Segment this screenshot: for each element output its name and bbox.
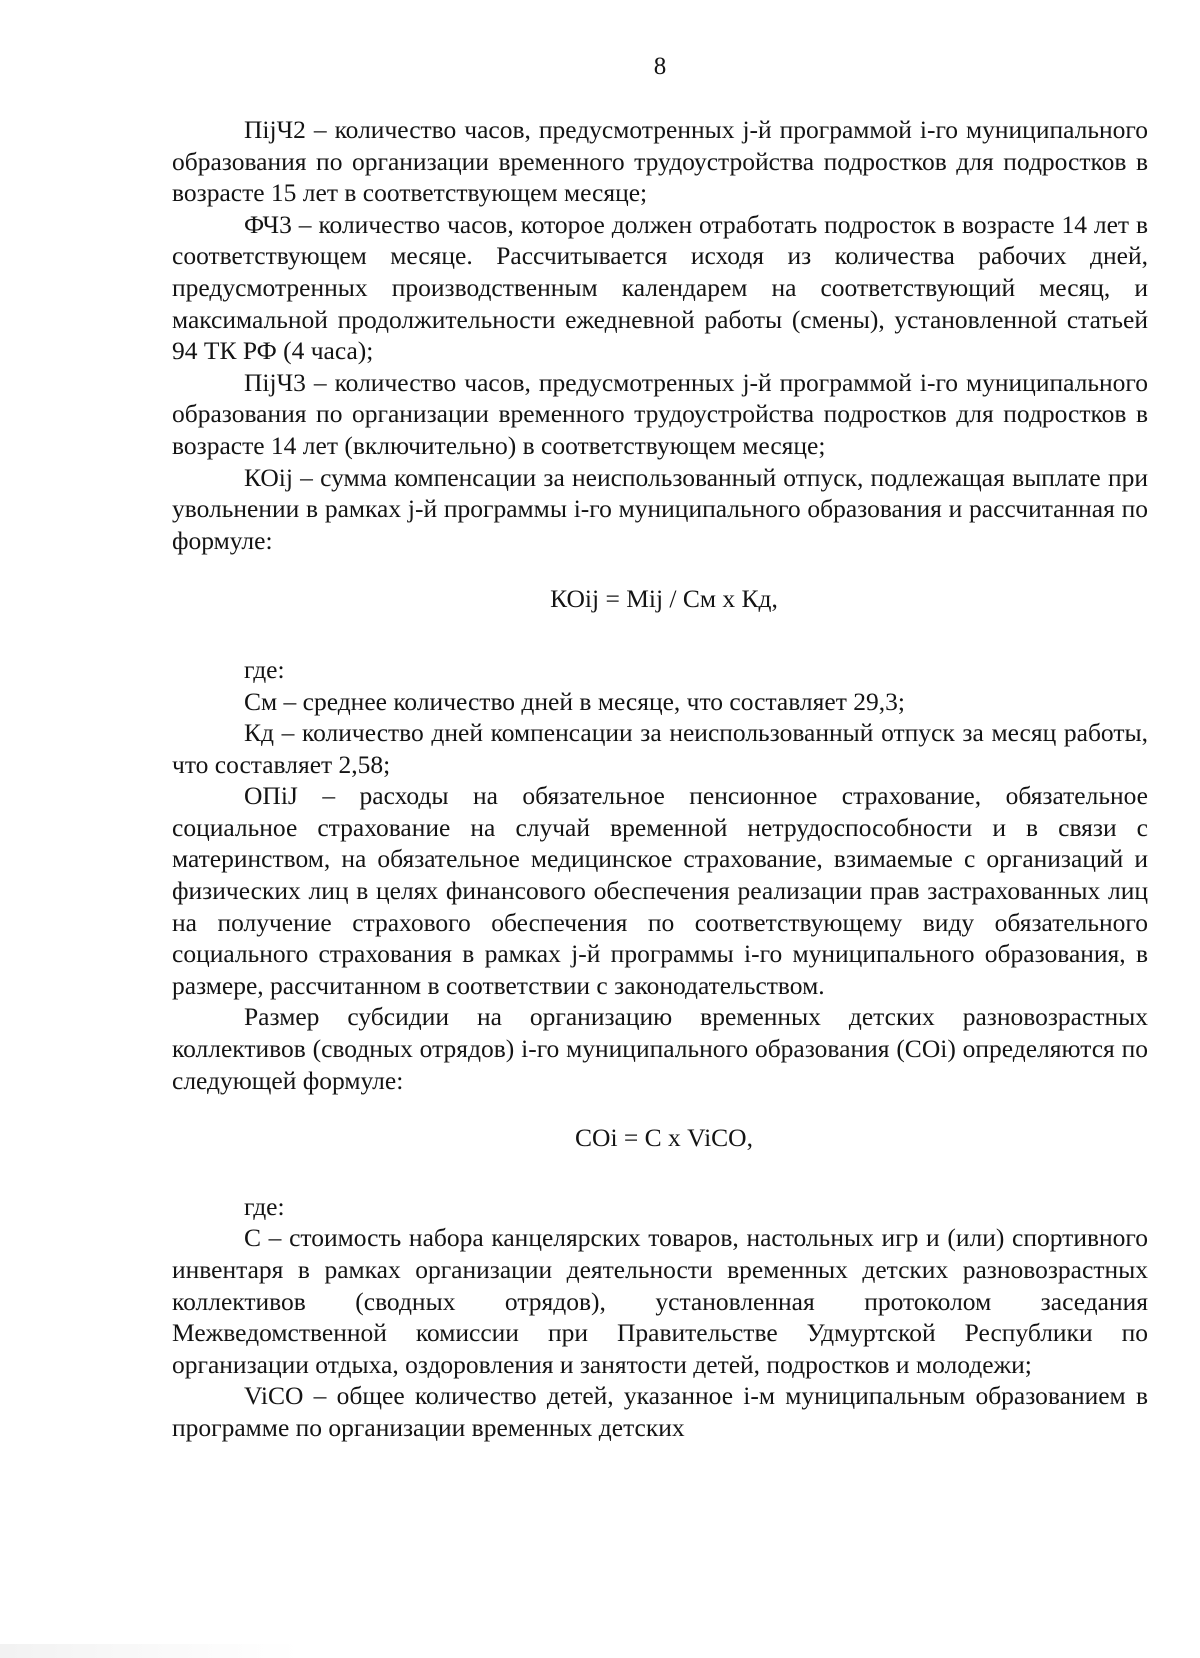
- definition-piјch3: – количество часов, предусмотренных j-й программой i-го муниципального образования по организации временного трудоустройства подростков для подростков в возрасте 14 лет (включительно) в соответствующем месяце;: [172, 367, 1148, 460]
- term-piјch3: ПiјЧ3: [244, 367, 306, 397]
- term-koiј: КОiј: [244, 462, 293, 492]
- paragraph-piјch2: [172, 114, 1148, 209]
- scan-artifact: [0, 1644, 300, 1658]
- paragraph-piјch3: [172, 367, 1148, 462]
- definition-fch3: – количество часов, которое должен отработать подросток в возрасте 14 лет в соответствующем месяце. Рассчитывается исходя из количества рабочих дней, предусмотренных производственным календарем на соответствующий месяц, и максимальной продолжительности ежедневной работы (смены), установленной статьей 94 ТК РФ (4 часа);: [172, 209, 1148, 366]
- formula-compensation: КОiј = Miј / См х Кд,: [550, 584, 778, 614]
- paragraph-fch3: [172, 209, 1148, 367]
- page-number: 8: [653, 53, 667, 80]
- definition-vico: ViCO – общее количество детей, указанное i-м муниципальным образованием в программе по организации временных детских: [172, 1381, 1148, 1442]
- where-label-2: где:: [244, 1191, 285, 1221]
- document-body: [172, 114, 1148, 1444]
- definition-opiј: ОПiЈ – расходы на обязательное пенсионное страхование, обязательное социальное страхование на случай временной нетрудоспособности и в связи с материнством, на обязательное медицинское страхование, взимаемые с организаций и физических лиц в целях финансового обеспечения реализации прав застрахованных лиц на получение страхового обеспечения по соответствующему виду обязательного социального страхования в рамках j-й программы i-го муниципального образования, в размере, рассчитанном в соответствии с законодательством.: [172, 781, 1148, 1000]
- where-label-1: где:: [244, 654, 285, 684]
- definition-koiј: – сумма компенсации за неиспользованный отпуск, подлежащая выплате при увольнении в рамках j-й программы i-го муниципального образования и рассчитанная по формуле:: [172, 462, 1148, 555]
- definition-c: С – стоимость набора канцелярских товаров, настольных игр и (или) спортивного инвентаря в рамках организации деятельности временных детских разновозрастных коллективов (сводных отрядов), установленная протоколом заседания Межведомственной комиссии при Правительстве Удмуртской Республики по организации отдыха, оздоровления и занятости детей, подростков и молодежи;: [172, 1223, 1148, 1379]
- term-fch3: ФЧ3: [244, 209, 292, 239]
- paragraph-subsidy-size: Размер субсидии на организацию временных детских разновозрастных коллективов (сводных отрядов) i-го муниципального образования (COi) определяются по следующей формуле:: [172, 1002, 1148, 1095]
- definition-kd: Кд – количество дней компенсации за неиспользованный отпуск за месяц работы, что составляет 2,58;: [172, 718, 1148, 779]
- paragraph-koiј: [172, 462, 1148, 557]
- definition-sm: См – среднее количество дней в месяце, что составляет 29,3;: [244, 686, 905, 716]
- formula-subsidy: COi = C х ViCO,: [575, 1123, 753, 1153]
- term-piјch2: ПiјЧ2: [244, 115, 306, 144]
- definition-piјch2: – количество часов, предусмотренных j-й программой i-го муниципального образования по организации временного трудоустройства подростков для подростков в возрасте 15 лет в соответствующем месяце;: [172, 115, 1148, 208]
